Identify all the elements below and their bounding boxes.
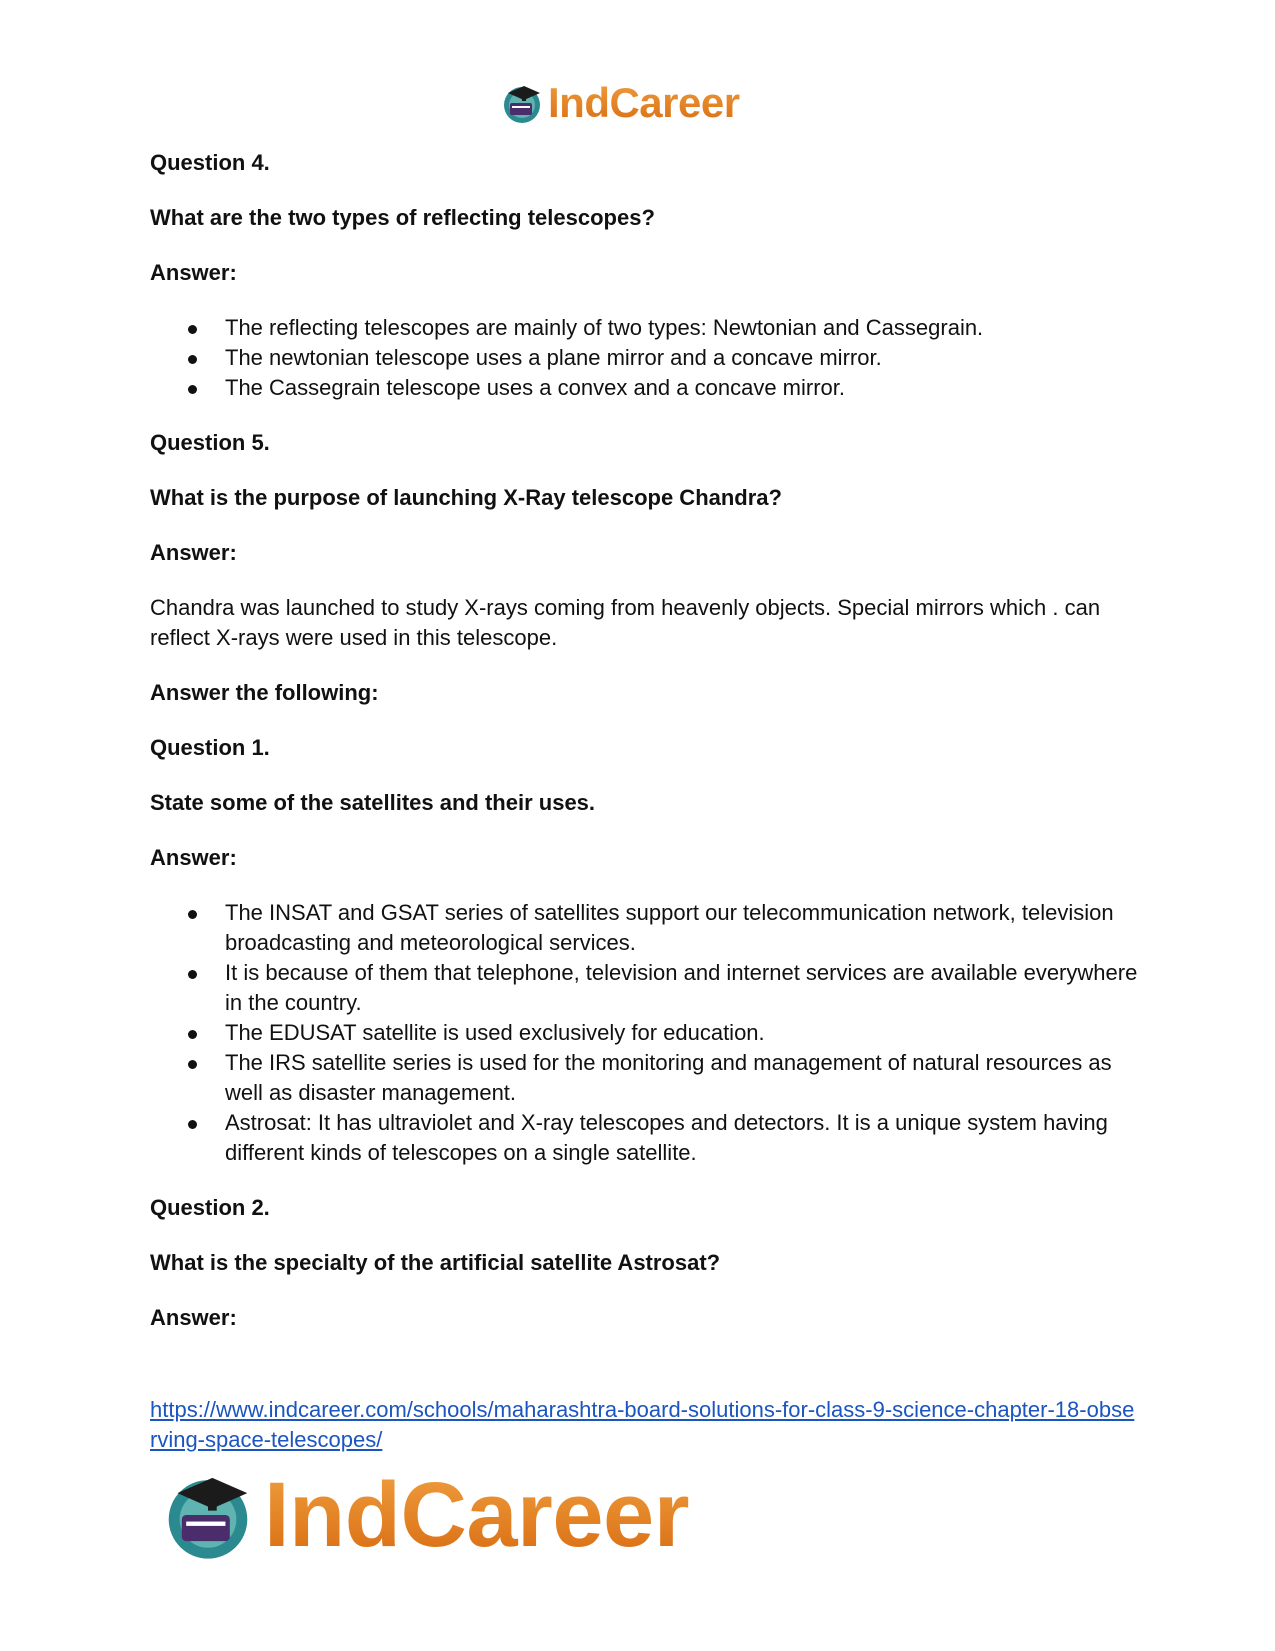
bullet-icon [188,385,197,394]
bold-heading: Answer: [150,845,237,870]
list-item [150,343,1140,373]
list-item-text: Astrosat: It has ultraviolet and X-ray telescopes and detectors. It is a unique system having different kinds of telescopes on a single satellite. [225,1110,1108,1165]
list-item [150,1048,1140,1108]
graduation-cap-globe-icon [160,1467,256,1563]
document-body [150,148,1140,1358]
list-item-text: The IRS satellite series is used for the monitoring and management of natural resources as well as disaster management. [225,1050,1112,1105]
list-item [150,1108,1140,1168]
source-link[interactable]: https://www.indcareer.com/schools/maharashtra-board-solutions-for-class-9-science-chapter-18-observing-space-telescopes/ [150,1397,1135,1452]
list-item [150,1018,1140,1048]
bold-heading: Question 1. [150,735,270,760]
list-item-text: The newtonian telescope uses a plane mirror and a concave mirror. [225,345,882,370]
list-item-text: The Cassegrain telescope uses a convex and a concave mirror. [225,375,845,400]
list-item-text: The EDUSAT satellite is used exclusively for education. [225,1020,765,1045]
bold-heading: Question 2. [150,1195,270,1220]
bullet-icon [188,910,197,919]
list-item-text: The INSAT and GSAT series of satellites support our telecommunication network, television broadcasting and meteorological services. [225,900,1114,955]
bold-heading: What is the specialty of the artificial satellite Astrosat? [150,1250,721,1275]
bold-heading: Answer: [150,540,237,565]
list-item [150,313,1140,343]
bold-heading: Question 5. [150,430,270,455]
list-item-text: The reflecting telescopes are mainly of two types: Newtonian and Cassegrain. [225,315,984,340]
bullet-icon [188,1060,197,1069]
bullet-icon [188,1120,197,1129]
footer-logo [160,1465,720,1565]
bullet-icon [188,970,197,979]
paragraph: Chandra was launched to study X-rays coming from heavenly objects. Special mirrors which . can reflect X-rays were used in this telescope. [150,595,1101,650]
bullet-list [150,898,1140,1168]
list-item [150,898,1140,958]
list-item [150,958,1140,1018]
bullet-list [150,313,1140,403]
graduation-cap-globe-icon [500,81,544,125]
header-logo [500,78,780,128]
bullet-icon [188,1030,197,1039]
footer-logo-text: IndCareer [264,1464,689,1566]
header-logo-text: IndCareer [548,79,740,126]
list-item-text: It is because of them that telephone, television and internet services are available everywhere in the country. [225,960,1138,1015]
bold-heading: Question 4. [150,150,270,175]
bold-heading: What is the purpose of launching X-Ray telescope Chandra? [150,485,782,510]
bold-heading: Answer: [150,260,237,285]
bullet-icon [188,325,197,334]
bold-heading: Answer the following: [150,680,379,705]
bullet-icon [188,355,197,364]
bold-heading: State some of the satellites and their uses. [150,790,596,815]
bold-heading: What are the two types of reflecting telescopes? [150,205,655,230]
list-item [150,373,1140,403]
bold-heading: Answer: [150,1305,237,1330]
